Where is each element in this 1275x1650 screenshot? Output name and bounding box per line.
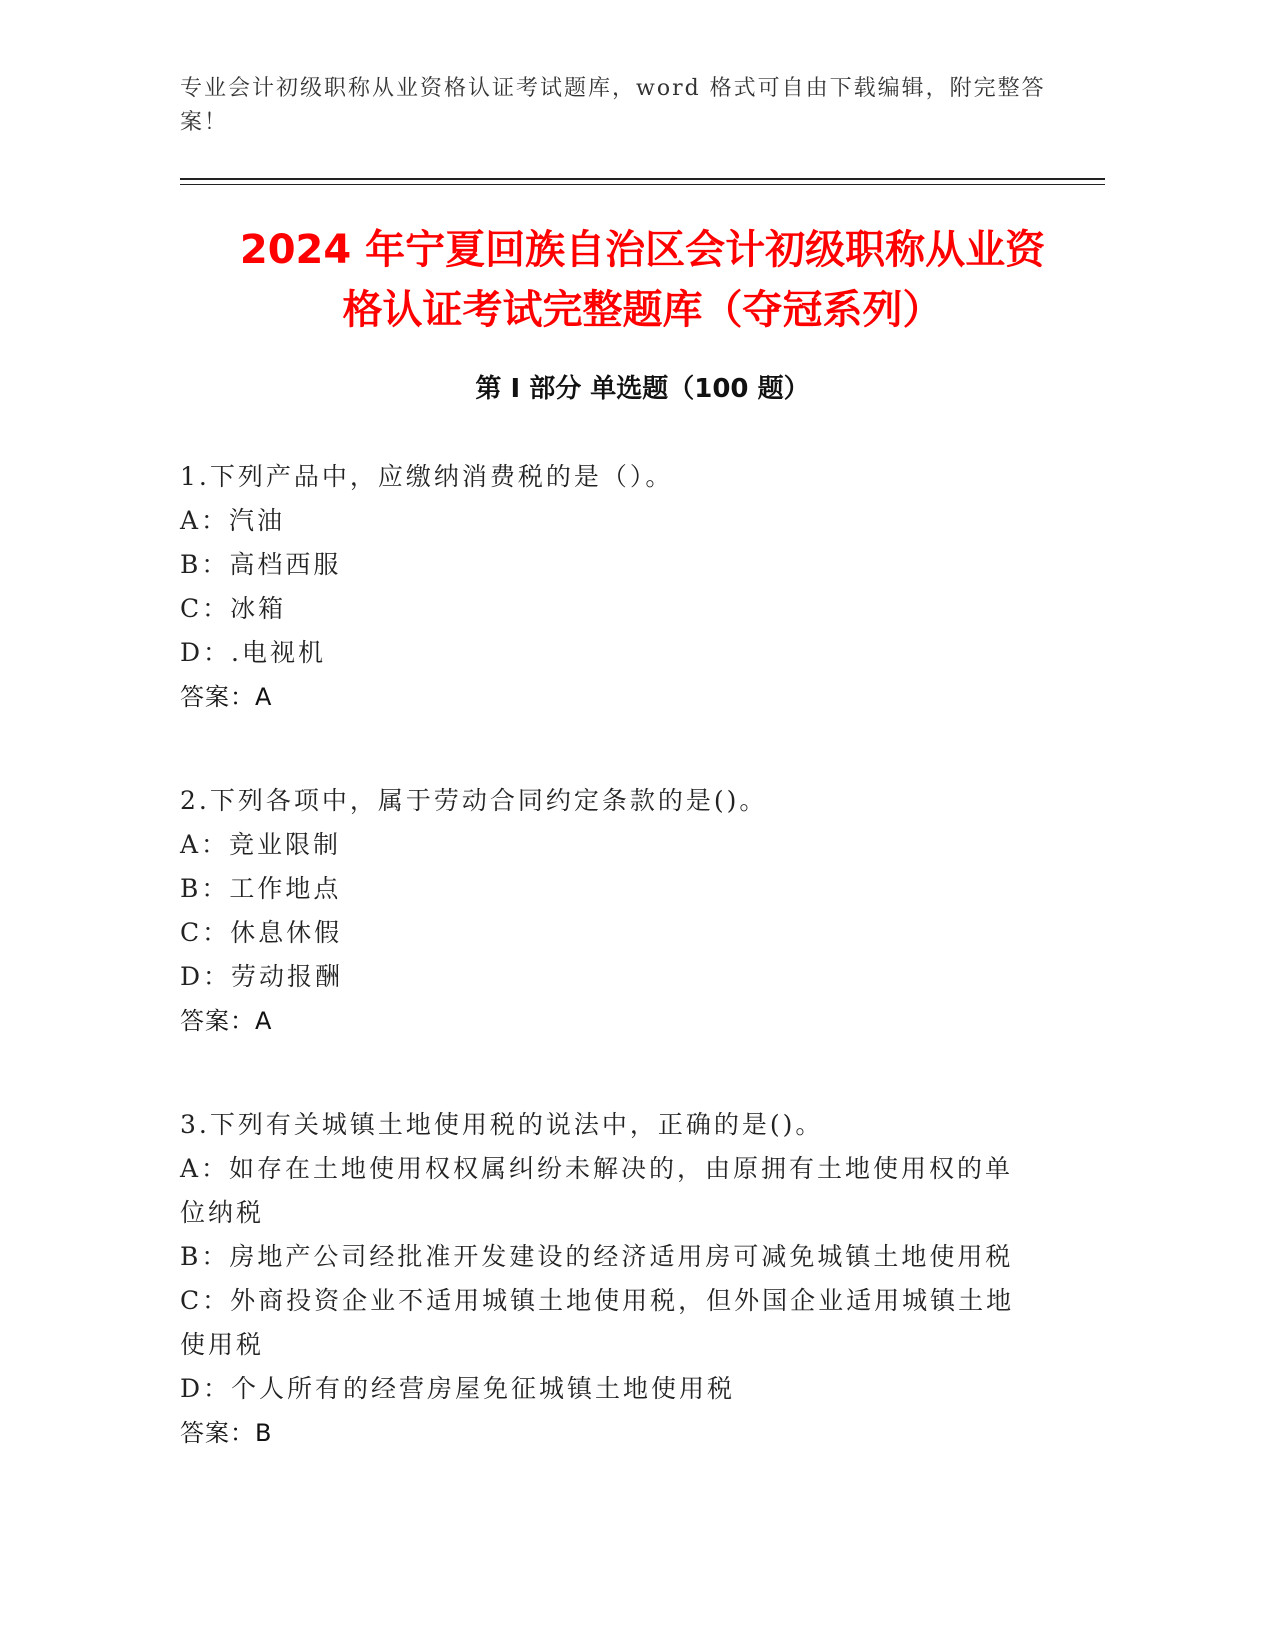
option-c: C：冰箱 bbox=[180, 594, 287, 623]
option-c: C：休息休假 bbox=[180, 918, 343, 947]
option-b: B：房地产公司经批准开发建设的经济适用房可减免城镇土地使用税 bbox=[180, 1242, 1014, 1271]
header-divider-thick bbox=[180, 178, 1105, 180]
question-1 bbox=[180, 455, 1040, 719]
option-b: B：工作地点 bbox=[180, 874, 342, 903]
option-c: C：外商投资企业不适用城镇土地使用税，但外国企业适用城镇土地使用税 bbox=[180, 1286, 1015, 1359]
question-stem: 3.下列有关城镇土地使用税的说法中，正确的是()。 bbox=[180, 1110, 824, 1139]
question-stem: 1.下列产品中，应缴纳消费税的是（）。 bbox=[180, 462, 674, 491]
header-divider-thin bbox=[180, 184, 1105, 185]
document-title bbox=[180, 220, 1105, 340]
answer: 答案：A bbox=[180, 683, 273, 711]
option-b: B：高档西服 bbox=[180, 550, 342, 579]
section-heading: 第 I 部分 单选题（100 题） bbox=[475, 374, 810, 404]
question-2 bbox=[180, 779, 1040, 1043]
option-a: A：竞业限制 bbox=[180, 830, 342, 859]
option-a: A：汽油 bbox=[180, 506, 286, 535]
document-title-line-2: 格认证考试完整题库（夺冠系列） bbox=[342, 287, 943, 333]
document-title-line-1: 2024 年宁夏回族自治区会计初级职称从业资 bbox=[239, 227, 1046, 273]
question-3 bbox=[180, 1103, 1040, 1455]
question-list bbox=[180, 455, 1040, 1515]
option-a: A：如存在土地使用权权属纠纷未解决的，由原拥有土地使用权的单位纳税 bbox=[180, 1154, 1014, 1227]
answer: 答案：B bbox=[180, 1419, 273, 1447]
answer: 答案：A bbox=[180, 1007, 273, 1035]
option-d: D：劳动报酬 bbox=[180, 962, 344, 991]
option-d: D：个人所有的经营房屋免征城镇土地使用税 bbox=[180, 1374, 736, 1403]
option-d: D：.电视机 bbox=[180, 638, 326, 667]
question-stem: 2.下列各项中，属于劳动合同约定条款的是()。 bbox=[180, 786, 768, 815]
header-note: 专业会计初级职称从业资格认证考试题库，word 格式可自由下载编辑，附完整答案！ bbox=[180, 76, 1046, 135]
